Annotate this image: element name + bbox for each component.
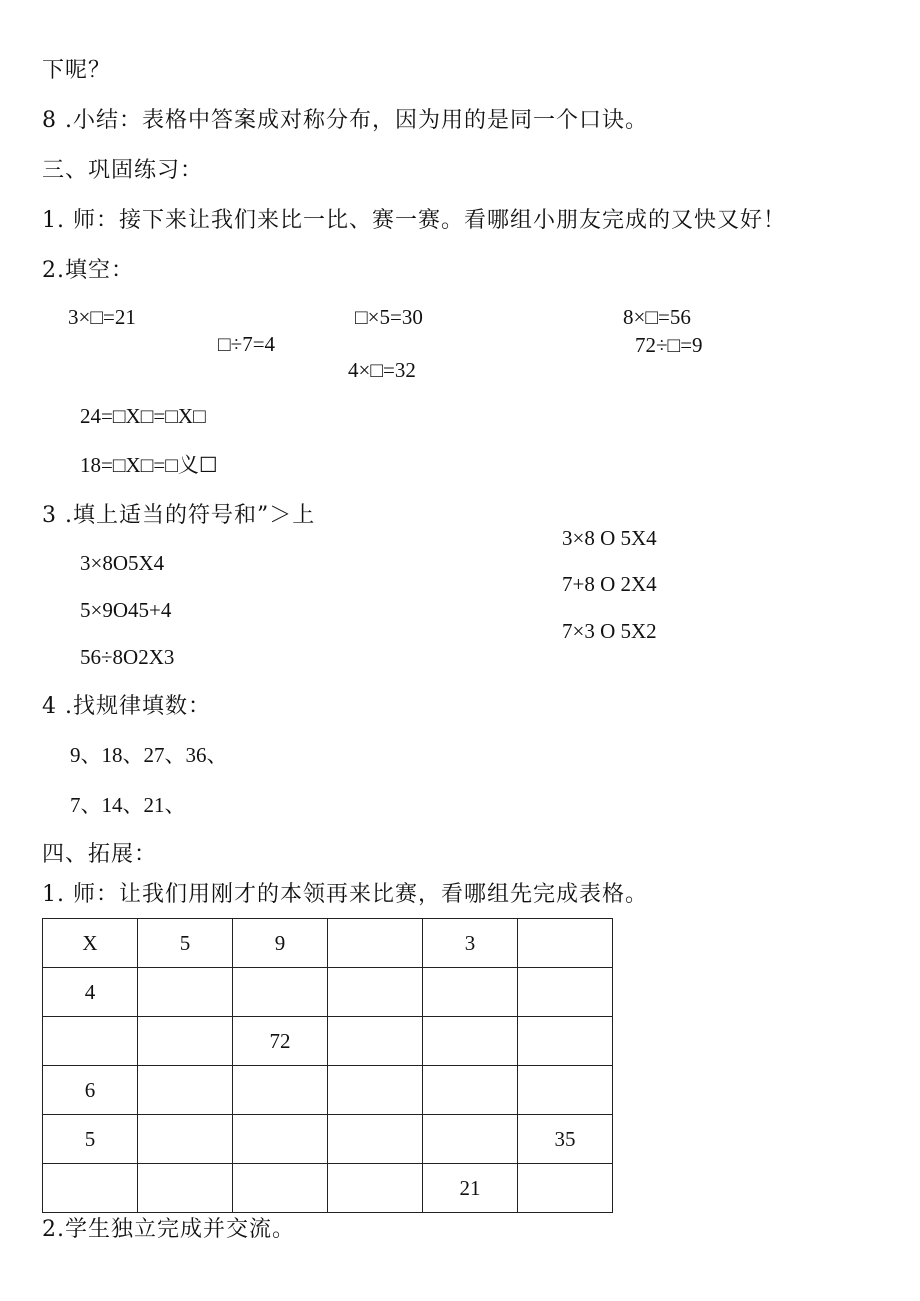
table-row <box>43 1066 613 1115</box>
table-cell: 3 <box>423 919 518 968</box>
table-cell <box>423 968 518 1017</box>
table-cell <box>43 1164 138 1213</box>
section-heading-consolidation: 三、巩固练习： <box>42 158 204 183</box>
compare-heading: 3 .填上适当的符号和”＞上 <box>42 503 316 528</box>
table-row <box>43 1164 613 1213</box>
table-cell: 6 <box>43 1066 138 1115</box>
table-cell: X <box>43 919 138 968</box>
table-cell <box>138 1017 233 1066</box>
compare-item: 7×3 O 5X2 <box>562 619 657 643</box>
table-cell <box>518 1017 613 1066</box>
table-cell <box>233 1164 328 1213</box>
closing-line: 2.学生独立完成并交流。 <box>42 1217 295 1242</box>
table-cell: 9 <box>233 919 328 968</box>
table-cell <box>233 1066 328 1115</box>
fill-equation: □×5=30 <box>355 305 423 329</box>
table-cell <box>423 1066 518 1115</box>
text-line-continuation: 下呢？ <box>42 58 112 83</box>
table-cell <box>518 1164 613 1213</box>
teacher-instruction-2: 1. 师：让我们用刚才的本领再来比赛，看哪组先完成表格。 <box>42 882 648 907</box>
fill-equation: 72÷□=9 <box>635 333 703 357</box>
table-cell <box>518 919 613 968</box>
table-row <box>43 968 613 1017</box>
table-cell <box>423 1115 518 1164</box>
fill-equation: 18=□X□=□义☐ <box>80 453 218 477</box>
compare-item: 3×8 O 5X4 <box>562 526 657 550</box>
table-cell <box>233 1115 328 1164</box>
table-cell <box>328 919 423 968</box>
pattern-sequence: 9、18、27、36、 <box>70 743 228 767</box>
table-cell: 4 <box>43 968 138 1017</box>
table-cell <box>328 1066 423 1115</box>
section-heading-extension: 四、拓展： <box>42 842 158 867</box>
table-cell: 21 <box>423 1164 518 1213</box>
compare-item: 3×8O5X4 <box>80 551 165 575</box>
table-cell: 35 <box>518 1115 613 1164</box>
table-row <box>43 1017 613 1066</box>
table-cell <box>43 1017 138 1066</box>
fill-equation: 24=□X□=□X□ <box>80 404 206 428</box>
teacher-instruction-1: 1. 师：接下来让我们来比一比、赛一赛。看哪组小朋友完成的又快又好！ <box>42 208 786 233</box>
table-cell <box>328 1164 423 1213</box>
fill-equation: 4×□=32 <box>348 358 416 382</box>
fill-in-heading: 2.填空： <box>42 258 134 283</box>
table-cell <box>328 968 423 1017</box>
pattern-heading: 4 .找规律填数： <box>42 694 211 719</box>
fill-equation: 3×□=21 <box>68 305 136 329</box>
table-cell <box>328 1017 423 1066</box>
compare-item: 56÷8O2X3 <box>80 645 175 669</box>
pattern-sequence: 7、14、21、 <box>70 793 186 817</box>
table-cell: 5 <box>138 919 233 968</box>
table-row <box>43 1115 613 1164</box>
fill-equation: □÷7=4 <box>218 332 276 356</box>
table-cell <box>138 1115 233 1164</box>
table-cell <box>233 968 328 1017</box>
fill-equation: 8×□=56 <box>623 305 691 329</box>
compare-item: 5×9O45+4 <box>80 598 172 622</box>
table-cell <box>138 968 233 1017</box>
compare-item: 7+8 O 2X4 <box>562 572 657 596</box>
table-cell: 5 <box>43 1115 138 1164</box>
table-cell <box>423 1017 518 1066</box>
table-cell <box>518 968 613 1017</box>
table-cell <box>518 1066 613 1115</box>
table-cell <box>328 1115 423 1164</box>
table-cell: 72 <box>233 1017 328 1066</box>
table-cell <box>138 1066 233 1115</box>
multiplication-table <box>42 918 613 1213</box>
table-row <box>43 919 613 968</box>
summary-line: 8 .小结：表格中答案成对称分布，因为用的是同一个口诀。 <box>42 108 648 133</box>
table-cell <box>138 1164 233 1213</box>
